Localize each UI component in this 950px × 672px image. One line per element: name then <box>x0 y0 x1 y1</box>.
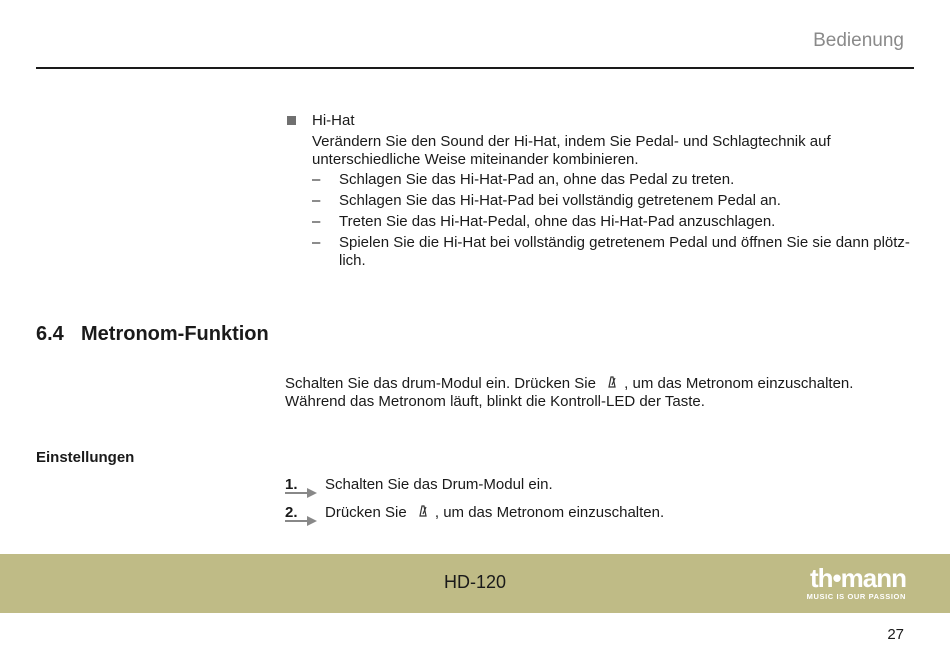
steps-list <box>285 476 915 532</box>
list-item-text: Treten Sie das Hi-Hat-Pedal, ohne das Hi-Hat-Pad anzuschlagen. <box>339 213 776 230</box>
footer-band <box>0 554 950 613</box>
step-number: 2. <box>285 504 298 521</box>
dash-marker: – <box>312 171 321 188</box>
list-item <box>312 192 912 210</box>
metronome-icon <box>411 504 435 520</box>
thomann-logo <box>806 563 906 601</box>
header-rule <box>36 67 914 69</box>
list-item-text: Spielen Sie die Hi-Hat bei vollständig getretenem Pedal und öffnen Sie sie dann plötzlich. <box>339 234 910 269</box>
section-title: Metronom-Funktion <box>81 323 269 345</box>
step-item <box>285 504 915 532</box>
step-number: 1. <box>285 476 298 493</box>
arrow-icon <box>285 516 317 526</box>
brand-name: th•mann <box>810 563 906 593</box>
list-item-text: Schlagen Sie das Hi-Hat-Pad bei vollständig getretenem Pedal an. <box>339 192 781 209</box>
brand-tagline: MUSIC IS OUR PASSION <box>806 592 906 601</box>
paragraph-text-start: Schalten Sie das drum-Modul ein. Drücken Sie <box>285 375 601 392</box>
hihat-technique-list <box>312 171 912 273</box>
hihat-intro: Verändern Sie den Sound der Hi-Hat, indem Sie Pedal- und Schlagtechnik auf unterschiedliche Weise miteinander kombinieren. <box>312 133 831 168</box>
step-item <box>285 476 915 504</box>
section-number: 6.4 <box>36 323 64 345</box>
dash-marker: – <box>312 234 321 251</box>
metronome-paragraph <box>285 375 915 411</box>
section-heading <box>36 323 269 346</box>
step-text-end: , um das Metronom einzuschalten. <box>434 504 665 521</box>
square-bullet-icon <box>287 116 296 125</box>
metronome-icon <box>600 375 624 393</box>
list-item <box>312 213 912 231</box>
step-text <box>325 504 664 521</box>
dash-marker: – <box>312 213 321 230</box>
paragraph-text-end: , um das Metronom einzuschalten. Während das Metronom läuft, blinkt die Kontroll-LED der Taste. <box>285 375 854 410</box>
settings-heading: Einstellungen <box>36 449 135 466</box>
footer-model-name: HD-120 <box>443 572 507 592</box>
step-text-start: Drücken Sie <box>325 504 411 521</box>
list-item <box>312 171 912 189</box>
section-header-title: Bedienung <box>813 30 904 51</box>
dash-marker: – <box>312 192 321 209</box>
step-text: Schalten Sie das Drum-Modul ein. <box>325 476 553 493</box>
list-item <box>312 234 912 270</box>
page-number: 27 <box>887 626 904 643</box>
arrow-icon <box>285 488 317 498</box>
list-item-text: Schlagen Sie das Hi-Hat-Pad an, ohne das Pedal zu treten. <box>339 171 735 188</box>
hihat-title: Hi-Hat <box>312 112 355 129</box>
